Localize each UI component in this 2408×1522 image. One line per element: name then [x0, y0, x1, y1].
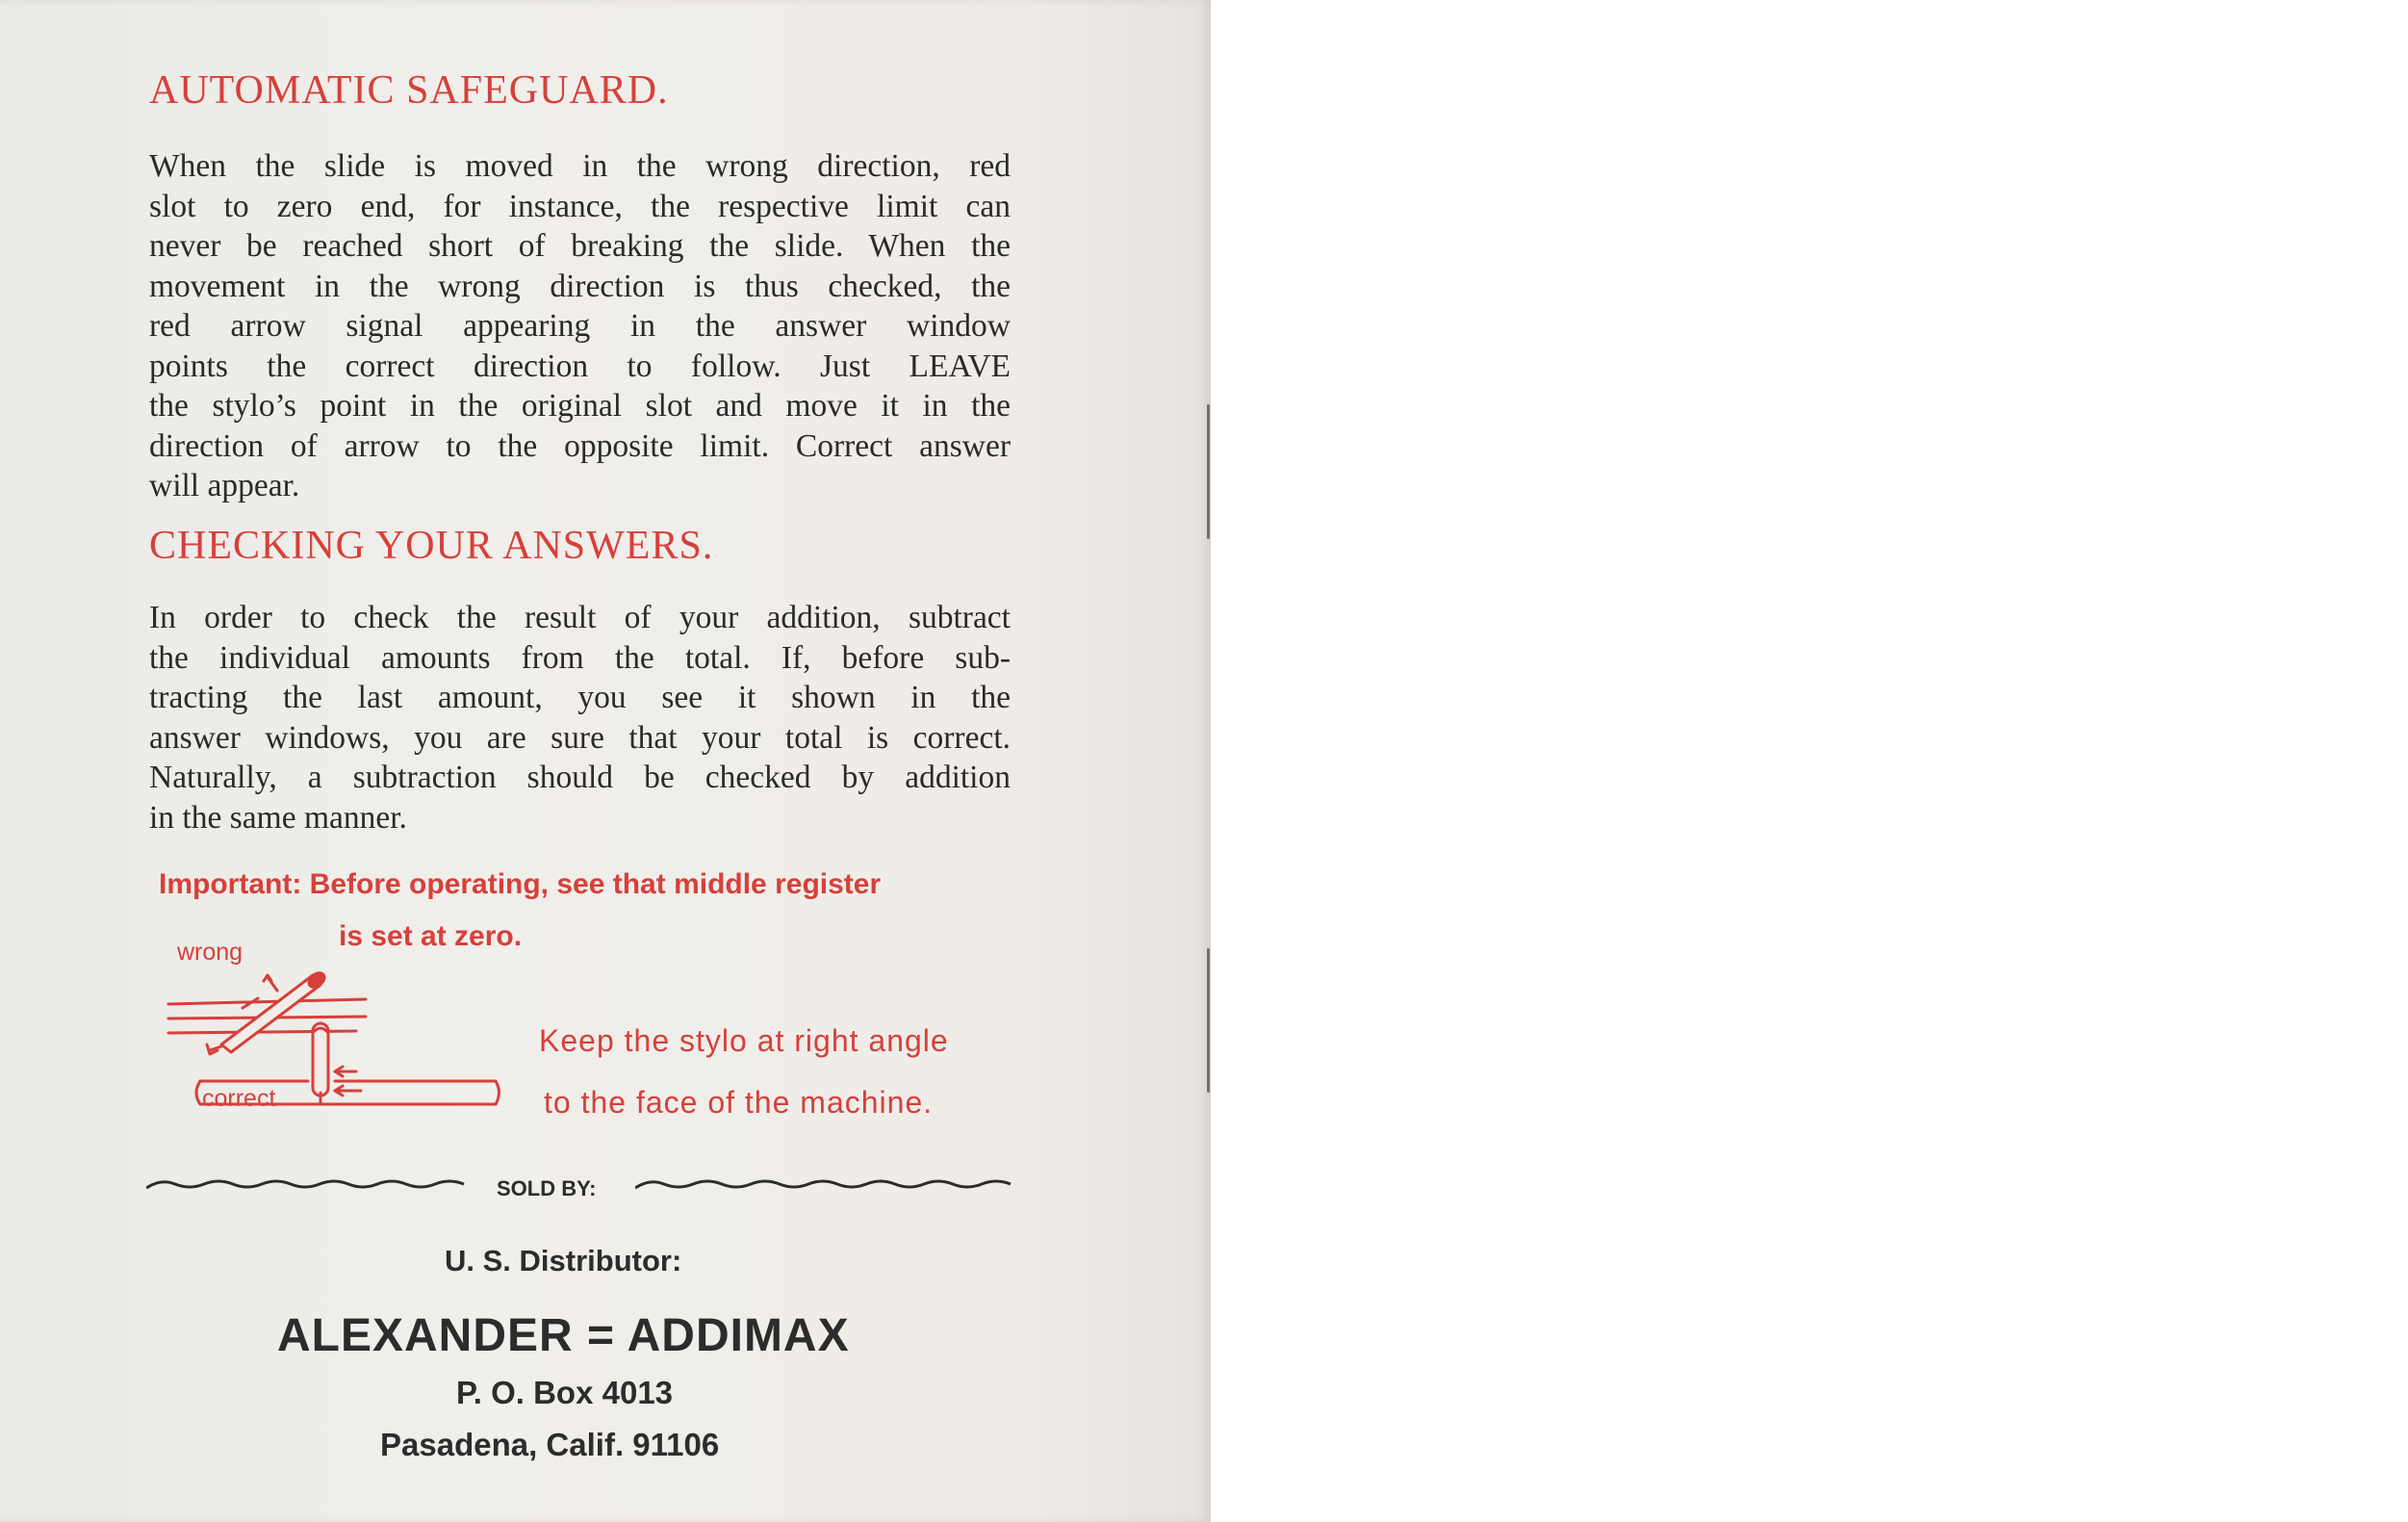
safeguard-line: slot to zero end, for instance, the respective limit can	[149, 188, 1011, 224]
safeguard-line: points the correct direction to follow. Just LEAVE	[149, 348, 1011, 384]
important-note-line2: is set at zero.	[339, 920, 523, 952]
checking-line: tracting the last amount, you see it shown in the	[149, 680, 1011, 715]
checking-line: in the same manner.	[149, 799, 407, 836]
po-box: P. O. Box 4013	[456, 1375, 674, 1410]
wave-divider-left	[146, 1176, 474, 1196]
safeguard-line: movement in the wrong direction is thus checked, the	[149, 268, 1011, 304]
staple-fold-top	[1207, 404, 1210, 539]
staple-fold-bottom	[1207, 948, 1210, 1093]
distributor-label: U. S. Distributor:	[445, 1244, 682, 1277]
safeguard-line: will appear.	[149, 468, 300, 503]
city-address: Pasadena, Calif. 91106	[380, 1427, 720, 1462]
correct-label: correct	[202, 1085, 276, 1112]
safeguard-line: direction of arrow to the opposite limit. Correct answer	[149, 427, 1011, 464]
sold-by-label: SOLD BY:	[497, 1176, 597, 1200]
checking-heading: CHECKING YOUR ANSWERS.	[149, 524, 714, 568]
checking-line: Naturally, a subtraction should be checked by addition	[149, 760, 1011, 795]
stylo-angle-diagram	[164, 958, 510, 1141]
instruction-line2: to the face of the machine.	[544, 1085, 934, 1120]
safeguard-heading: AUTOMATIC SAFEGUARD.	[149, 68, 669, 113]
important-note-line1: Important: Before operating, see that middle register	[159, 868, 882, 900]
safeguard-line: When the slide is moved in the wrong direction, red	[149, 148, 1011, 184]
wrong-label: wrong	[177, 939, 243, 966]
safeguard-paragraph	[149, 146, 1011, 506]
safeguard-line: the stylo’s point in the original slot and move it in the	[149, 388, 1011, 424]
checking-line: answer windows, you are sure that your total is correct.	[149, 719, 1011, 756]
safeguard-line: never be reached short of breaking the slide. When the	[149, 228, 1011, 264]
checking-line: In order to check the result of your addition, subtract	[149, 600, 1011, 635]
instruction-line1: Keep the stylo at right angle	[539, 1023, 949, 1058]
safeguard-line: red arrow signal appearing in the answer window	[149, 308, 1011, 344]
company-name: ALEXANDER = ADDIMAX	[277, 1310, 850, 1361]
checking-paragraph	[149, 598, 1011, 838]
wave-divider-right	[635, 1176, 1015, 1196]
checking-line: the individual amounts from the total. If, before sub-	[149, 639, 1011, 676]
